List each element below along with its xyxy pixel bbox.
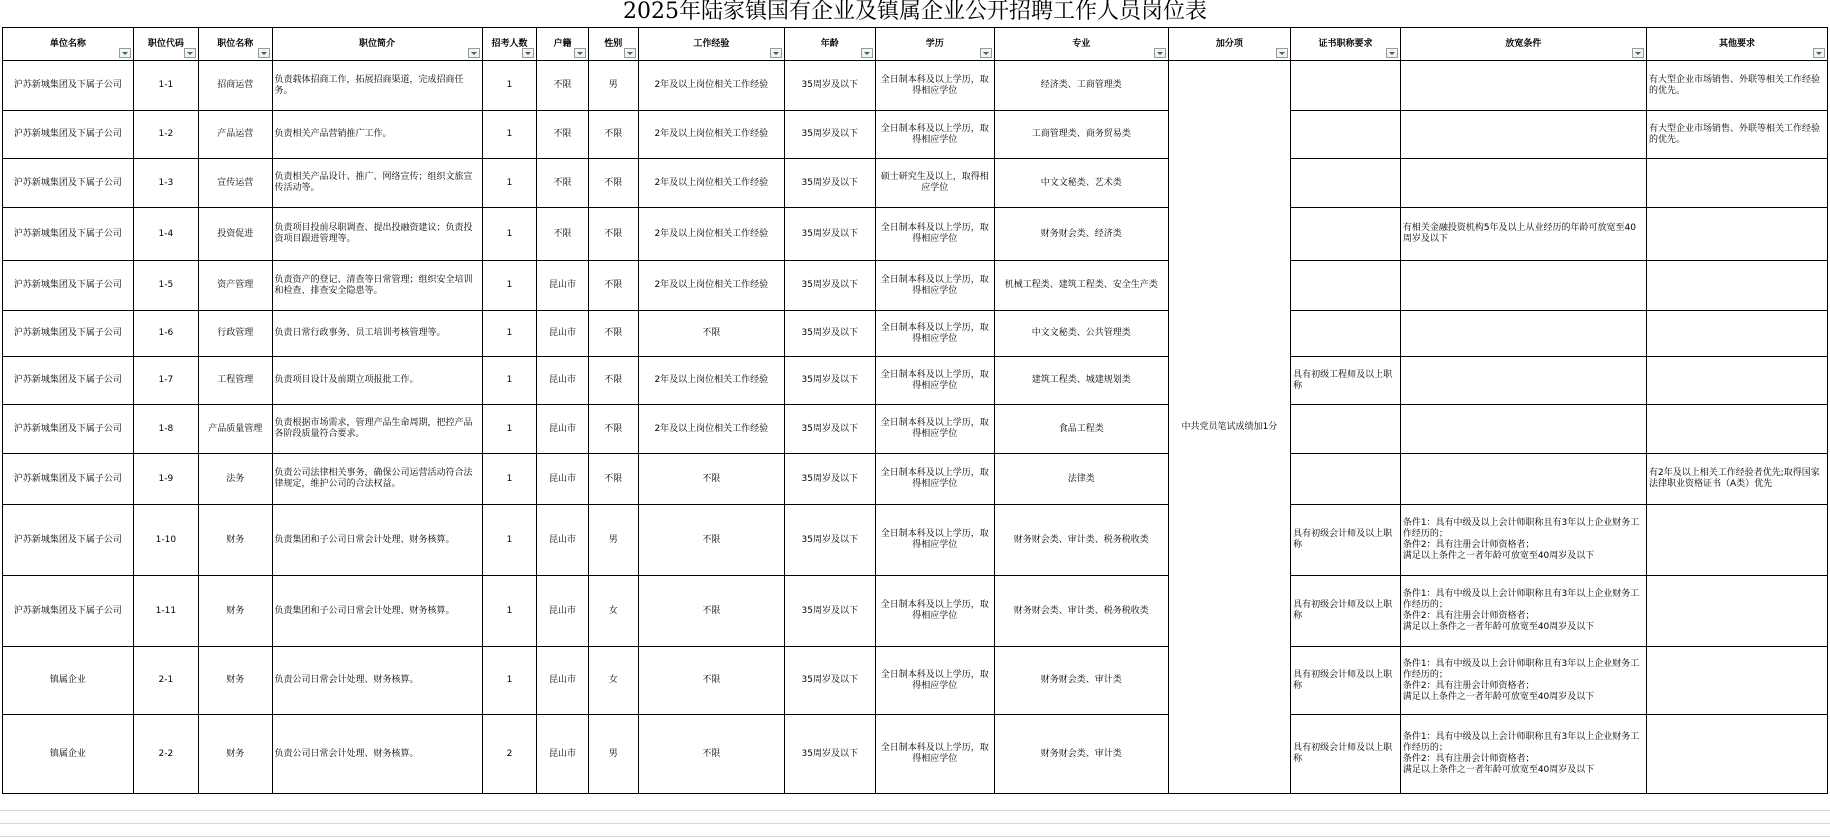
cell-num[interactable]: 1 xyxy=(482,61,537,111)
cell-gender[interactable]: 不限 xyxy=(588,208,638,261)
header-cell xyxy=(875,28,994,61)
cell-unit[interactable]: 沪苏新城集团及下属子公司 xyxy=(3,61,134,111)
cell-huji[interactable]: 昆山市 xyxy=(537,357,588,405)
header-label: 性别 xyxy=(604,38,623,49)
cell-relax[interactable]: 有相关金融投资机构5年及以上从业经历的年龄可放宽至40周岁及以下 xyxy=(1400,208,1646,261)
cell-age[interactable]: 35周岁及以下 xyxy=(784,111,875,159)
cell-exp[interactable]: 2年及以上岗位相关工作经验 xyxy=(638,61,784,111)
header-label: 职位代码 xyxy=(147,38,184,49)
cell-exp[interactable]: 不限 xyxy=(638,647,784,715)
header-label: 职位名称 xyxy=(217,38,254,49)
cell-edu[interactable]: 全日制本科及以上学历，取得相应学位 xyxy=(875,261,994,311)
cell-exp[interactable]: 2年及以上岗位相关工作经验 xyxy=(638,111,784,159)
cell-edu[interactable]: 全日制本科及以上学历，取得相应学位 xyxy=(875,111,994,159)
table-row xyxy=(3,647,1828,715)
cell-major[interactable]: 工商管理类、商务贸易类 xyxy=(994,111,1168,159)
cell-cert[interactable] xyxy=(1291,159,1401,208)
filter-dropdown-icon[interactable] xyxy=(258,48,270,58)
cell-code[interactable]: 1-2 xyxy=(133,111,198,159)
cell-desc[interactable]: 负责日常行政事务、员工培训考核管理等。 xyxy=(272,311,482,357)
table-row xyxy=(3,576,1828,647)
cell-exp[interactable]: 不限 xyxy=(638,576,784,647)
cell-desc[interactable]: 负责项目投前尽职调查、提出投融资建议；负责投资项目跟进管理等。 xyxy=(272,208,482,261)
cell-num[interactable]: 1 xyxy=(482,208,537,261)
cell-name[interactable]: 产品质量管理 xyxy=(199,405,273,454)
cell-code[interactable]: 1-4 xyxy=(133,208,198,261)
filter-dropdown-icon[interactable] xyxy=(1386,48,1398,58)
cell-relax[interactable]: 条件1：具有中级及以上会计师职称且有3年以上企业财务工作经历的； 条件2：具有注册会计师资格者； 满足以上条件之一者年龄可放宽至40周岁及以下 xyxy=(1400,505,1646,576)
cell-code[interactable]: 2-2 xyxy=(133,715,198,794)
cell-huji[interactable]: 昆山市 xyxy=(537,405,588,454)
header-label: 职位简介 xyxy=(359,38,396,49)
positions-table xyxy=(2,27,1828,794)
cell-gender[interactable]: 女 xyxy=(588,576,638,647)
cell-edu[interactable]: 全日制本科及以上学历，取得相应学位 xyxy=(875,61,994,111)
header-label: 年龄 xyxy=(820,38,839,49)
cell-gender[interactable]: 不限 xyxy=(588,405,638,454)
cell-exp[interactable]: 2年及以上岗位相关工作经验 xyxy=(638,357,784,405)
filter-dropdown-icon[interactable] xyxy=(1632,48,1644,58)
cell-gender[interactable]: 男 xyxy=(588,505,638,576)
cell-desc[interactable]: 负责公司日常会计处理、财务核算。 xyxy=(272,715,482,794)
cell-edu[interactable]: 全日制本科及以上学历，取得相应学位 xyxy=(875,357,994,405)
cell-relax[interactable]: 条件1：具有中级及以上会计师职称且有3年以上企业财务工作经历的； 条件2：具有注册会计师资格者； 满足以上条件之一者年龄可放宽至40周岁及以下 xyxy=(1400,576,1646,647)
cell-edu[interactable]: 全日制本科及以上学历，取得相应学位 xyxy=(875,405,994,454)
cell-huji[interactable]: 昆山市 xyxy=(537,505,588,576)
cell-age[interactable]: 35周岁及以下 xyxy=(784,261,875,311)
cell-exp[interactable]: 不限 xyxy=(638,311,784,357)
filter-dropdown-icon[interactable] xyxy=(119,48,131,58)
cell-code[interactable]: 1-3 xyxy=(133,159,198,208)
cell-unit[interactable]: 镇属企业 xyxy=(3,647,134,715)
cell-name[interactable]: 财务 xyxy=(199,576,273,647)
cell-other[interactable]: 有2年及以上相关工作经验者优先;取得国家法律职业资格证书（A类）优先 xyxy=(1647,454,1828,505)
filter-dropdown-icon[interactable] xyxy=(468,48,480,58)
cell-cert[interactable]: 具有初级会计师及以上职称 xyxy=(1291,647,1401,715)
cell-name[interactable]: 宣传运营 xyxy=(199,159,273,208)
header-cell xyxy=(638,28,784,61)
cell-huji[interactable]: 不限 xyxy=(537,208,588,261)
cell-num[interactable]: 2 xyxy=(482,715,537,794)
cell-age[interactable]: 35周岁及以下 xyxy=(784,647,875,715)
cell-name[interactable]: 法务 xyxy=(199,454,273,505)
cell-huji[interactable]: 昆山市 xyxy=(537,261,588,311)
cell-num[interactable]: 1 xyxy=(482,357,537,405)
cell-age[interactable]: 35周岁及以下 xyxy=(784,159,875,208)
cell-code[interactable]: 2-1 xyxy=(133,647,198,715)
header-label: 单位名称 xyxy=(49,38,86,49)
cell-other[interactable]: 有大型企业市场销售、外联等相关工作经验的优先。 xyxy=(1647,111,1828,159)
table-row xyxy=(3,61,1828,111)
cell-major[interactable]: 财务财会类、审计类 xyxy=(994,715,1168,794)
cell-cert[interactable]: 具有初级工程师及以上职称 xyxy=(1291,357,1401,405)
cell-desc[interactable]: 负责项目设计及前期立项报批工作。 xyxy=(272,357,482,405)
cell-cert[interactable] xyxy=(1291,61,1401,111)
cell-other[interactable] xyxy=(1647,261,1828,311)
cell-num[interactable]: 1 xyxy=(482,159,537,208)
cell-cert[interactable] xyxy=(1291,111,1401,159)
cell-huji[interactable]: 不限 xyxy=(537,61,588,111)
filter-dropdown-icon[interactable] xyxy=(1154,48,1166,58)
cell-unit[interactable]: 沪苏新城集团及下属子公司 xyxy=(3,159,134,208)
cell-exp[interactable]: 不限 xyxy=(638,715,784,794)
cell-desc[interactable]: 负责相关产品设计、推广、网络宣传；组织文旅宣传活动等。 xyxy=(272,159,482,208)
header-cell xyxy=(1291,28,1401,61)
cell-other[interactable] xyxy=(1647,159,1828,208)
cell-age[interactable]: 35周岁及以下 xyxy=(784,311,875,357)
cell-gender[interactable]: 不限 xyxy=(588,159,638,208)
cell-edu[interactable]: 全日制本科及以上学历，取得相应学位 xyxy=(875,647,994,715)
cell-desc[interactable]: 负责集团和子公司日常会计处理、财务核算。 xyxy=(272,505,482,576)
cell-name[interactable]: 资产管理 xyxy=(199,261,273,311)
cell-other[interactable] xyxy=(1647,576,1828,647)
cell-cert[interactable]: 具有初级会计师及以上职称 xyxy=(1291,576,1401,647)
filter-dropdown-icon[interactable] xyxy=(522,48,534,58)
table-row xyxy=(3,311,1828,357)
filter-dropdown-icon[interactable] xyxy=(770,48,782,58)
filter-dropdown-icon[interactable] xyxy=(1276,48,1288,58)
cell-age[interactable]: 35周岁及以下 xyxy=(784,208,875,261)
cell-code[interactable]: 1-5 xyxy=(133,261,198,311)
cell-code[interactable]: 1-1 xyxy=(133,61,198,111)
filter-dropdown-icon[interactable] xyxy=(1813,48,1825,58)
cell-major[interactable]: 建筑工程类、城建规划类 xyxy=(994,357,1168,405)
cell-cert[interactable] xyxy=(1291,454,1401,505)
table-row xyxy=(3,715,1828,794)
cell-unit[interactable]: 沪苏新城集团及下属子公司 xyxy=(3,576,134,647)
table-row xyxy=(3,505,1828,576)
cell-cert[interactable] xyxy=(1291,208,1401,261)
cell-gender[interactable]: 不限 xyxy=(588,261,638,311)
filter-dropdown-icon[interactable] xyxy=(184,48,196,58)
cell-exp[interactable]: 不限 xyxy=(638,454,784,505)
cell-unit[interactable]: 沪苏新城集团及下属子公司 xyxy=(3,505,134,576)
cell-desc[interactable]: 负责公司法律相关事务，确保公司运营活动符合法律规定，维护公司的合法权益。 xyxy=(272,454,482,505)
filter-dropdown-icon[interactable] xyxy=(624,48,636,58)
cell-unit[interactable]: 沪苏新城集团及下属子公司 xyxy=(3,208,134,261)
cell-other[interactable]: 有大型企业市场销售、外联等相关工作经验的优先。 xyxy=(1647,61,1828,111)
cell-major[interactable]: 机械工程类、建筑工程类、安全生产类 xyxy=(994,261,1168,311)
cell-relax[interactable] xyxy=(1400,357,1646,405)
table-row xyxy=(3,405,1828,454)
cell-age[interactable]: 35周岁及以下 xyxy=(784,505,875,576)
cell-cert[interactable] xyxy=(1291,261,1401,311)
cell-unit[interactable]: 镇属企业 xyxy=(3,715,134,794)
header-cell xyxy=(588,28,638,61)
cell-age[interactable]: 35周岁及以下 xyxy=(784,576,875,647)
cell-major[interactable]: 财务财会类、审计类 xyxy=(994,647,1168,715)
cell-exp[interactable]: 不限 xyxy=(638,505,784,576)
table-row xyxy=(3,208,1828,261)
header-cell xyxy=(1168,28,1291,61)
cell-code[interactable]: 1-6 xyxy=(133,311,198,357)
filter-dropdown-icon[interactable] xyxy=(574,48,586,58)
header-label: 其他要求 xyxy=(1719,38,1756,49)
cell-code[interactable]: 1-7 xyxy=(133,357,198,405)
cell-unit[interactable]: 沪苏新城集团及下属子公司 xyxy=(3,111,134,159)
cell-huji[interactable]: 昆山市 xyxy=(537,454,588,505)
cell-name[interactable]: 财务 xyxy=(199,505,273,576)
cell-unit[interactable]: 沪苏新城集团及下属子公司 xyxy=(3,311,134,357)
cell-relax[interactable] xyxy=(1400,311,1646,357)
cell-num[interactable]: 1 xyxy=(482,454,537,505)
cell-cert[interactable] xyxy=(1291,311,1401,357)
cell-age[interactable]: 35周岁及以下 xyxy=(784,61,875,111)
cell-relax[interactable] xyxy=(1400,261,1646,311)
cell-num[interactable]: 1 xyxy=(482,647,537,715)
cell-exp[interactable]: 2年及以上岗位相关工作经验 xyxy=(638,261,784,311)
cell-num[interactable]: 1 xyxy=(482,405,537,454)
header-cell xyxy=(272,28,482,61)
cell-edu[interactable]: 全日制本科及以上学历，取得相应学位 xyxy=(875,311,994,357)
cell-huji[interactable]: 昆山市 xyxy=(537,576,588,647)
cell-huji[interactable]: 不限 xyxy=(537,111,588,159)
cell-major[interactable]: 财务财会类、经济类 xyxy=(994,208,1168,261)
filter-dropdown-icon[interactable] xyxy=(980,48,992,58)
cell-code[interactable]: 1-8 xyxy=(133,405,198,454)
header-cell xyxy=(537,28,588,61)
cell-cert[interactable]: 具有初级会计师及以上职称 xyxy=(1291,505,1401,576)
cell-desc[interactable]: 负责资产的登记、清查等日常管理；组织安全培训和检查、排查安全隐患等。 xyxy=(272,261,482,311)
cell-relax[interactable] xyxy=(1400,454,1646,505)
cell-edu[interactable]: 全日制本科及以上学历，取得相应学位 xyxy=(875,454,994,505)
cell-relax[interactable] xyxy=(1400,111,1646,159)
cell-major[interactable]: 经济类、工商管理类 xyxy=(994,61,1168,111)
cell-age[interactable]: 35周岁及以下 xyxy=(784,405,875,454)
cell-name[interactable]: 产品运营 xyxy=(199,111,273,159)
cell-relax[interactable]: 条件1：具有中级及以上会计师职称且有3年以上企业财务工作经历的； 条件2：具有注册会计师资格者； 满足以上条件之一者年龄可放宽至40周岁及以下 xyxy=(1400,715,1646,794)
cell-other[interactable] xyxy=(1647,505,1828,576)
cell-cert[interactable] xyxy=(1291,405,1401,454)
table-row xyxy=(3,357,1828,405)
cell-unit[interactable]: 沪苏新城集团及下属子公司 xyxy=(3,454,134,505)
cell-name[interactable]: 行政管理 xyxy=(199,311,273,357)
header-label: 放宽条件 xyxy=(1505,38,1542,49)
cell-code[interactable]: 1-11 xyxy=(133,576,198,647)
cell-huji[interactable]: 昆山市 xyxy=(537,647,588,715)
header-cell xyxy=(3,28,134,61)
cell-other[interactable] xyxy=(1647,357,1828,405)
table-row xyxy=(3,261,1828,311)
cell-edu[interactable]: 全日制本科及以上学历，取得相应学位 xyxy=(875,505,994,576)
cell-edu[interactable]: 硕士研究生及以上，取得相应学位 xyxy=(875,159,994,208)
cell-num[interactable]: 1 xyxy=(482,311,537,357)
cell-age[interactable]: 35周岁及以下 xyxy=(784,454,875,505)
cell-relax[interactable]: 条件1：具有中级及以上会计师职称且有3年以上企业财务工作经历的； 条件2：具有注册会计师资格者； 满足以上条件之一者年龄可放宽至40周岁及以下 xyxy=(1400,647,1646,715)
cell-major[interactable]: 中文文秘类、公共管理类 xyxy=(994,311,1168,357)
cell-relax[interactable] xyxy=(1400,159,1646,208)
cell-huji[interactable]: 昆山市 xyxy=(537,311,588,357)
header-label: 招考人数 xyxy=(491,38,528,49)
cell-gender[interactable]: 男 xyxy=(588,715,638,794)
cell-unit[interactable]: 沪苏新城集团及下属子公司 xyxy=(3,405,134,454)
cell-other[interactable] xyxy=(1647,647,1828,715)
cell-name[interactable]: 财务 xyxy=(199,715,273,794)
cell-relax[interactable] xyxy=(1400,61,1646,111)
empty-gridline xyxy=(0,810,1830,811)
cell-gender[interactable]: 不限 xyxy=(588,311,638,357)
empty-gridline xyxy=(0,836,1830,837)
cell-gender[interactable]: 不限 xyxy=(588,454,638,505)
cell-code[interactable]: 1-9 xyxy=(133,454,198,505)
cell-relax[interactable] xyxy=(1400,405,1646,454)
cell-other[interactable] xyxy=(1647,311,1828,357)
cell-name[interactable]: 招商运营 xyxy=(199,61,273,111)
cell-exp[interactable]: 2年及以上岗位相关工作经验 xyxy=(638,208,784,261)
cell-name[interactable]: 工程管理 xyxy=(199,357,273,405)
cell-desc[interactable]: 负责载体招商工作，拓展招商渠道，完成招商任务。 xyxy=(272,61,482,111)
header-cell xyxy=(994,28,1168,61)
cell-desc[interactable]: 负责根据市场需求，管理产品生命周期，把控产品各阶段质量符合要求。 xyxy=(272,405,482,454)
header-label: 加分项 xyxy=(1215,38,1243,49)
cell-edu[interactable]: 全日制本科及以上学历，取得相应学位 xyxy=(875,715,994,794)
table-row xyxy=(3,111,1828,159)
cell-desc[interactable]: 负责公司日常会计处理、财务核算。 xyxy=(272,647,482,715)
cell-exp[interactable]: 2年及以上岗位相关工作经验 xyxy=(638,405,784,454)
cell-edu[interactable]: 全日制本科及以上学历，取得相应学位 xyxy=(875,208,994,261)
cell-huji[interactable]: 不限 xyxy=(537,159,588,208)
cell-age[interactable]: 35周岁及以下 xyxy=(784,715,875,794)
cell-num[interactable]: 1 xyxy=(482,261,537,311)
cell-other[interactable] xyxy=(1647,405,1828,454)
header-label: 工作经验 xyxy=(693,38,730,49)
header-label: 学历 xyxy=(925,38,944,49)
cell-cert[interactable]: 具有初级会计师及以上职称 xyxy=(1291,715,1401,794)
cell-major[interactable]: 中文文秘类、艺术类 xyxy=(994,159,1168,208)
cell-edu[interactable]: 全日制本科及以上学历，取得相应学位 xyxy=(875,576,994,647)
cell-huji[interactable]: 昆山市 xyxy=(537,715,588,794)
cell-unit[interactable]: 沪苏新城集团及下属子公司 xyxy=(3,261,134,311)
cell-bonus-merged[interactable]: 中共党员笔试成绩加1分 xyxy=(1168,61,1291,794)
header-cell xyxy=(482,28,537,61)
cell-desc[interactable]: 负责相关产品营销推广工作。 xyxy=(272,111,482,159)
cell-other[interactable] xyxy=(1647,715,1828,794)
cell-num[interactable]: 1 xyxy=(482,111,537,159)
filter-dropdown-icon[interactable] xyxy=(861,48,873,58)
header-cell xyxy=(1400,28,1646,61)
header-label: 专业 xyxy=(1072,38,1091,49)
header-label: 户籍 xyxy=(553,38,572,49)
sheet-title: 2025年陆家镇国有企业及镇属企业公开招聘工作人员岗位表 xyxy=(623,0,1207,24)
cell-gender[interactable]: 女 xyxy=(588,647,638,715)
cell-other[interactable] xyxy=(1647,208,1828,261)
cell-exp[interactable]: 2年及以上岗位相关工作经验 xyxy=(638,159,784,208)
cell-gender[interactable]: 男 xyxy=(588,61,638,111)
table-row xyxy=(3,159,1828,208)
cell-major[interactable]: 财务财会类、审计类、税务税收类 xyxy=(994,576,1168,647)
cell-name[interactable]: 投资促进 xyxy=(199,208,273,261)
empty-gridline xyxy=(0,823,1830,824)
cell-major[interactable]: 法律类 xyxy=(994,454,1168,505)
header-row xyxy=(3,28,1828,61)
header-cell xyxy=(1647,28,1828,61)
cell-code[interactable]: 1-10 xyxy=(133,505,198,576)
cell-major[interactable]: 财务财会类、审计类、税务税收类 xyxy=(994,505,1168,576)
header-cell xyxy=(133,28,198,61)
cell-unit[interactable]: 沪苏新城集团及下属子公司 xyxy=(3,357,134,405)
cell-gender[interactable]: 不限 xyxy=(588,111,638,159)
table-row xyxy=(3,454,1828,505)
cell-age[interactable]: 35周岁及以下 xyxy=(784,357,875,405)
cell-desc[interactable]: 负责集团和子公司日常会计处理、财务核算。 xyxy=(272,576,482,647)
header-cell xyxy=(199,28,273,61)
header-cell xyxy=(784,28,875,61)
cell-name[interactable]: 财务 xyxy=(199,647,273,715)
cell-gender[interactable]: 不限 xyxy=(588,357,638,405)
cell-num[interactable]: 1 xyxy=(482,576,537,647)
header-label: 证书职称要求 xyxy=(1318,38,1373,49)
cell-major[interactable]: 食品工程类 xyxy=(994,405,1168,454)
cell-num[interactable]: 1 xyxy=(482,505,537,576)
